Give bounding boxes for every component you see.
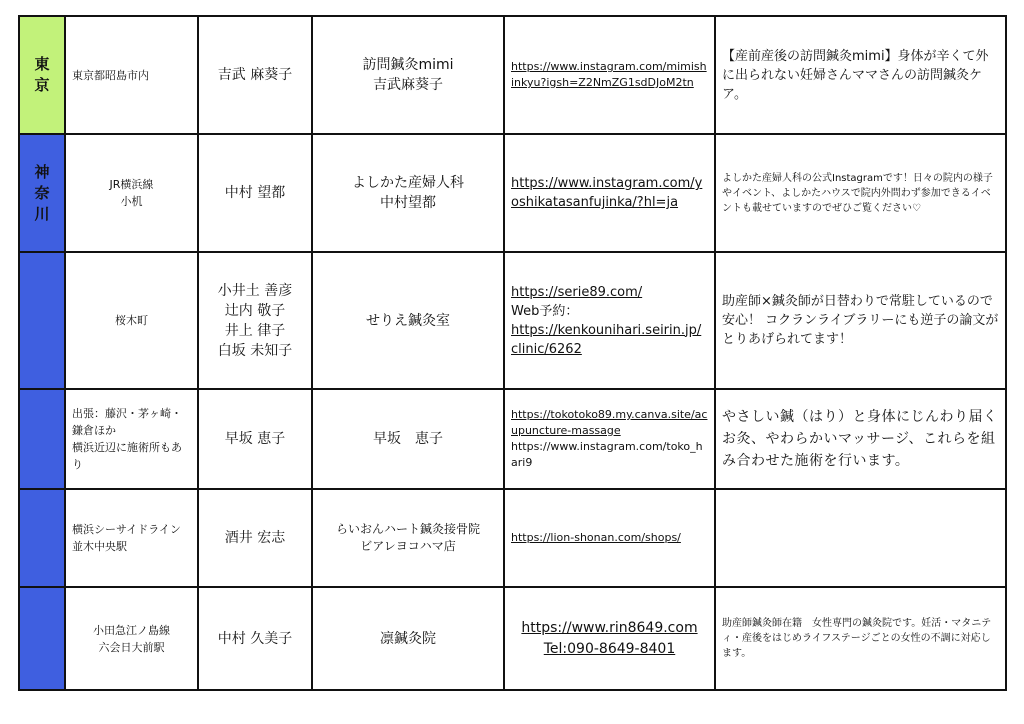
- clinic-name: らいおんハート鍼灸接骨院: [335, 522, 480, 536]
- location-text: 横浜近辺に施術所もあり: [72, 441, 182, 471]
- location-cell: [65, 489, 198, 587]
- instagram-link[interactable]: https://www.instagram.com/mimishinkyu?igsh=Z2NmZG1sdDJoM2tn: [511, 60, 707, 89]
- clinic-name: 訪問鍼灸mimi: [362, 57, 454, 73]
- practitioner-name: 辻内 敬子: [224, 302, 286, 319]
- link-cell: [504, 134, 715, 252]
- location-text: 横浜シーサイドライン 並木中央駅: [72, 523, 192, 553]
- table-row: [19, 489, 1006, 587]
- location-cell: [65, 134, 198, 252]
- practitioner-name: 中村 久美子: [217, 630, 293, 647]
- booking-link[interactable]: https://kenkounihari.seirin.jp/clinic/6262: [511, 322, 702, 357]
- location-cell: [65, 252, 198, 389]
- description-cell: [715, 587, 1006, 690]
- prefecture-label: 神奈川: [34, 162, 50, 223]
- practitioner-cell: [198, 587, 312, 690]
- clinic-name: 早坂 恵子: [373, 431, 443, 447]
- description-text: やさしい鍼（はり）と身体にじんわり届くお灸、やわらかいマッサージ、これらを組み合わせた施術を行います。: [722, 409, 998, 469]
- clinic-name: ビアレヨコハマ店: [360, 539, 456, 553]
- practitioner-name: 吉武 麻葵子: [217, 67, 293, 83]
- description-text: 助産師×鍼灸師が日替わりで常駐しているので安心！ コクランライブラリーにも逆子の論文がとりあげられてます！: [722, 294, 999, 347]
- prefecture-cell: [19, 252, 65, 389]
- location-cell: [65, 389, 198, 489]
- location-text: 小机: [120, 195, 143, 208]
- website-link[interactable]: https://serie89.com/: [511, 284, 643, 300]
- web-booking-label: Web予約：: [511, 303, 579, 319]
- practitioner-cell: [198, 489, 312, 587]
- description-text: よしかた産婦人科の公式Instagramです！日々の院内の様子やイベント、よしかたハウスで院内外問わず参加できるイベントも載せていますのでぜひご覧ください♡: [722, 172, 993, 214]
- practitioner-cell: [198, 389, 312, 489]
- phone-link[interactable]: Tel:090-8649-8401: [543, 640, 676, 657]
- practitioner-cell: [198, 134, 312, 252]
- prefecture-label: 東京: [34, 55, 50, 94]
- prefecture-cell: [19, 134, 65, 252]
- description-cell: [715, 16, 1006, 134]
- location-text: 東京都昭島市内: [72, 68, 149, 82]
- prefecture-cell: [19, 389, 65, 489]
- clinic-cell: [312, 134, 504, 252]
- location-text: 桜木町: [115, 314, 148, 327]
- clinic-cell: [312, 489, 504, 587]
- link-cell: [504, 16, 715, 134]
- practitioner-name: 白坂 未知子: [217, 342, 293, 359]
- description-cell: [715, 252, 1006, 389]
- prefecture-cell: [19, 16, 65, 134]
- description-text: 助産師鍼灸師在籍 女性専門の鍼灸院です。妊活・マタニティ・産後をはじめライフステージごとの女性の不調に対応します。: [722, 618, 992, 659]
- practitioner-name: 早坂 恵子: [224, 431, 286, 447]
- table-row: [19, 389, 1006, 489]
- table-row: [19, 134, 1006, 252]
- table-row: [19, 587, 1006, 690]
- practitioner-name: 中村 望都: [224, 185, 286, 201]
- table-row: [19, 16, 1006, 134]
- description-cell: [715, 389, 1006, 489]
- practitioner-name: 酒井 宏志: [224, 530, 286, 546]
- clinic-directory-table: [18, 15, 1007, 691]
- location-text: 出張：藤沢・茅ヶ崎・鎌倉ほか: [72, 407, 182, 437]
- link-cell: [504, 489, 715, 587]
- location-cell: [65, 16, 198, 134]
- prefecture-cell: [19, 489, 65, 587]
- clinic-name: 吉武麻葵子: [373, 77, 443, 93]
- link-cell: [504, 252, 715, 389]
- instagram-link[interactable]: https://www.instagram.com/toko_hari9: [511, 440, 703, 469]
- description-cell: [715, 134, 1006, 252]
- clinic-name: よしかた産婦人科: [352, 175, 464, 191]
- clinic-cell: [312, 587, 504, 690]
- location-text: JR横浜線: [109, 178, 154, 191]
- website-link[interactable]: https://lion-shonan.com/shops/: [511, 531, 681, 544]
- website-link[interactable]: https://www.rin8649.com: [521, 619, 698, 636]
- table-row: [19, 252, 1006, 389]
- practitioner-cell: [198, 252, 312, 389]
- location-cell: [65, 587, 198, 690]
- description-cell: [715, 489, 1006, 587]
- clinic-name: せりえ鍼灸室: [366, 312, 450, 329]
- instagram-link[interactable]: https://www.instagram.com/yoshikatasanfujinka/?hl=ja: [511, 176, 703, 210]
- link-cell: [504, 389, 715, 489]
- clinic-name: 中村望都: [380, 195, 436, 211]
- practitioner-name: 井上 律子: [224, 322, 286, 339]
- practitioner-name: 小井土 善彦: [217, 282, 293, 299]
- website-link[interactable]: https://tokotoko89.my.canva.site/acupuncture-massage: [511, 408, 708, 437]
- clinic-cell: [312, 16, 504, 134]
- clinic-name: 凛鍼灸院: [380, 630, 436, 647]
- location-text: 小田急江ノ島線: [93, 623, 170, 637]
- practitioner-cell: [198, 16, 312, 134]
- clinic-cell: [312, 252, 504, 389]
- description-text: 【産前産後の訪問鍼灸mimi】身体が辛くて外に出られない妊婦さんママさんの訪問鍼灸ケア。: [722, 48, 989, 102]
- prefecture-cell: [19, 587, 65, 690]
- location-text: 六会日大前駅: [98, 640, 165, 654]
- link-cell: [504, 587, 715, 690]
- clinic-cell: [312, 389, 504, 489]
